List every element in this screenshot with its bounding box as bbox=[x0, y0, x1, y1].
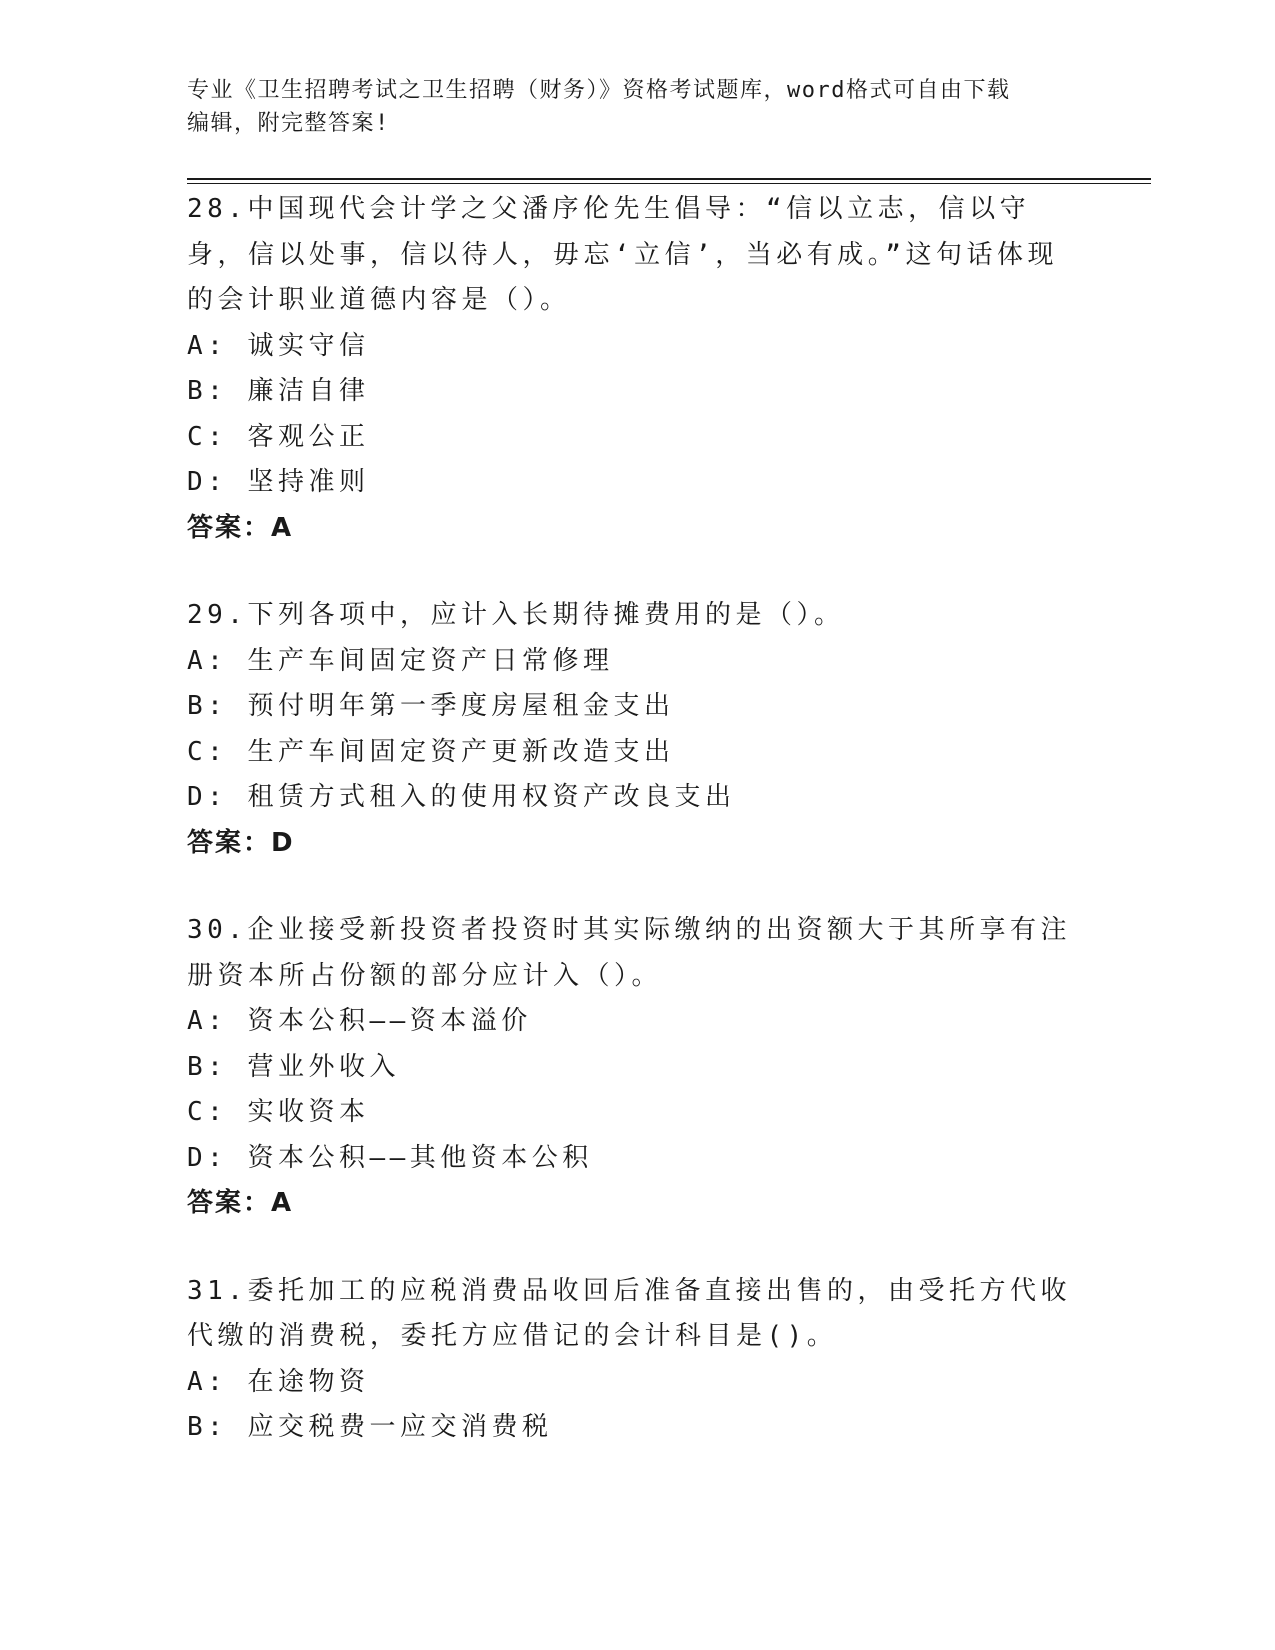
option-d: D: 坚持准则 bbox=[187, 467, 370, 497]
question-31 bbox=[187, 1269, 1087, 1451]
option-b: B: 营业外收入 bbox=[187, 1051, 400, 1082]
question-spacer bbox=[187, 866, 1087, 908]
question-30 bbox=[187, 908, 1087, 1227]
question-spacer bbox=[187, 1227, 1087, 1269]
question-28 bbox=[187, 187, 1087, 551]
header-line-1: 专业《卫生招聘考试之卫生招聘（财务）》资格考试题库，word格式可自由下载 bbox=[187, 78, 1011, 103]
header-line-2: 编辑，附完整答案! bbox=[187, 111, 390, 136]
option-a: A: 诚实守信 bbox=[187, 330, 370, 361]
answer: 答案：A bbox=[187, 1188, 294, 1218]
question-stem: 29.下列各项中，应计入长期待摊费用的是（）。 bbox=[187, 600, 845, 630]
question-29 bbox=[187, 593, 1087, 866]
option-a: A: 生产车间固定资产日常修理 bbox=[187, 645, 614, 676]
answer: 答案：D bbox=[187, 827, 295, 858]
question-list bbox=[187, 187, 1087, 1451]
option-d: D: 资本公积——其他资本公积 bbox=[187, 1142, 593, 1173]
header-divider-thin bbox=[187, 183, 1151, 184]
option-b: B: 应交税费一应交消费税 bbox=[187, 1412, 553, 1442]
document-header bbox=[187, 74, 1087, 140]
option-c: C: 实收资本 bbox=[187, 1097, 370, 1127]
option-c: C: 客观公正 bbox=[187, 421, 370, 452]
option-d: D: 租赁方式租入的使用权资产改良支出 bbox=[187, 782, 736, 812]
question-stem: 31.委托加工的应税消费品收回后准备直接出售的，由受托方代收代缴的消费税，委托方应借记的会计科目是()。 bbox=[187, 1275, 1071, 1351]
option-b: B: 预付明年第一季度房屋租金支出 bbox=[187, 691, 675, 721]
option-a: A: 在途物资 bbox=[187, 1366, 370, 1397]
question-stem: 28.中国现代会计学之父潘序伦先生倡导：“信以立志，信以守身，信以处事，信以待人，毋忘‘立信’，当必有成。”这句话体现的会计职业道德内容是（）。 bbox=[187, 194, 1058, 315]
question-spacer bbox=[187, 551, 1087, 593]
answer: 答案：A bbox=[187, 512, 294, 543]
option-a: A: 资本公积——资本溢价 bbox=[187, 1006, 532, 1036]
option-b: B: 廉洁自律 bbox=[187, 376, 370, 406]
question-stem: 30.企业接受新投资者投资时其实际缴纳的出资额大于其所享有注册资本所占份额的部分应计入（）。 bbox=[187, 915, 1071, 991]
header-divider-thick bbox=[187, 178, 1151, 180]
option-c: C: 生产车间固定资产更新改造支出 bbox=[187, 736, 675, 767]
